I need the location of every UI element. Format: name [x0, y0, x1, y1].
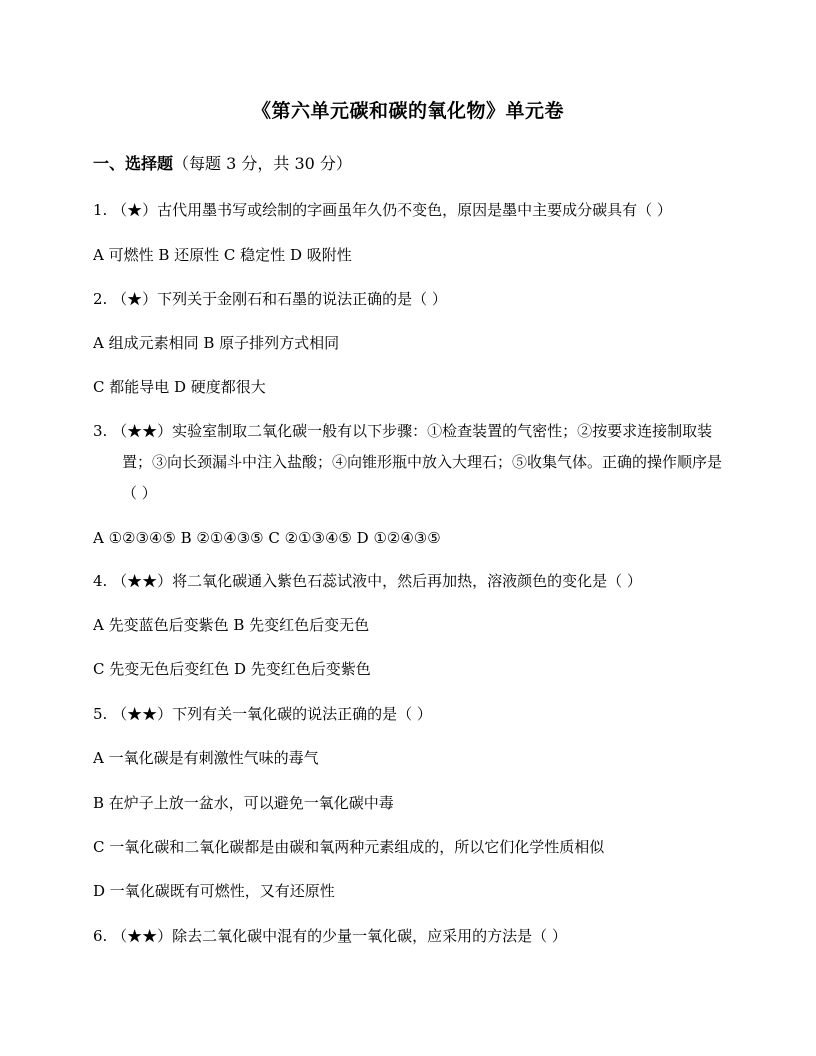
question-2-options-ab: A 组成元素相同 B 原子排列方式相同: [93, 334, 340, 352]
question-6: 6. （★★）除去二氧化碳中混有的少量一氧化碳，应采用的方法是（ ）: [93, 927, 567, 945]
question-2: 2. （★）下列关于金刚石和石墨的说法正确的是（ ）: [93, 290, 447, 308]
question-5-option-d: D 一氧化碳既有可燃性，又有还原性: [93, 882, 335, 900]
section-heading-label: 一、选择题: [93, 154, 174, 173]
question-5-option-b: B 在炉子上放一盆水，可以避免一氧化碳中毒: [93, 794, 394, 812]
question-1: 1. （★）古代用墨书写或绘制的字画虽年久仍不变色，原因是墨中主要成分碳具有（ ）: [93, 201, 672, 219]
question-5-option-a: A 一氧化碳是有刺激性气味的毒气: [93, 749, 319, 767]
question-5-option-c: C 一氧化碳和二氧化碳都是由碳和氧两种元素组成的，所以它们化学性质相似: [93, 838, 605, 856]
question-2-options-cd: C 都能导电 D 硬度都很大: [93, 378, 266, 396]
section-heading-note: （每题 3 分，共 30 分）: [173, 154, 352, 173]
question-3-block: [93, 416, 733, 509]
question-5: 5. （★★）下列有关一氧化碳的说法正确的是（ ）: [93, 705, 432, 723]
question-3: 3. （★★）实验室制取二氧化碳一般有以下步骤：①检查装置的气密性；②按要求连接制取装置；③向长颈漏斗中注入盐酸；④向锥形瓶中放入大理石；⑤收集气体。正确的操作顺序是（ ）: [93, 422, 723, 502]
document-title: 《第六单元碳和碳的氧化物》单元卷: [251, 100, 564, 122]
question-4-options-ab: A 先变蓝色后变紫色 B 先变红色后变无色: [93, 616, 370, 634]
question-1-options: A 可燃性 B 还原性 C 稳定性 D 吸附性: [93, 246, 352, 264]
section-heading: [93, 151, 352, 174]
question-4-options-cd: C 先变无色后变红色 D 先变红色后变紫色: [93, 660, 371, 678]
question-3-options: A ①②③④⑤ B ②①④③⑤ C ②①③④⑤ D ①②④③⑤: [93, 529, 441, 547]
question-4: 4. （★★）将二氧化碳通入紫色石蕊试液中，然后再加热，溶液颜色的变化是（ ）: [93, 572, 642, 590]
